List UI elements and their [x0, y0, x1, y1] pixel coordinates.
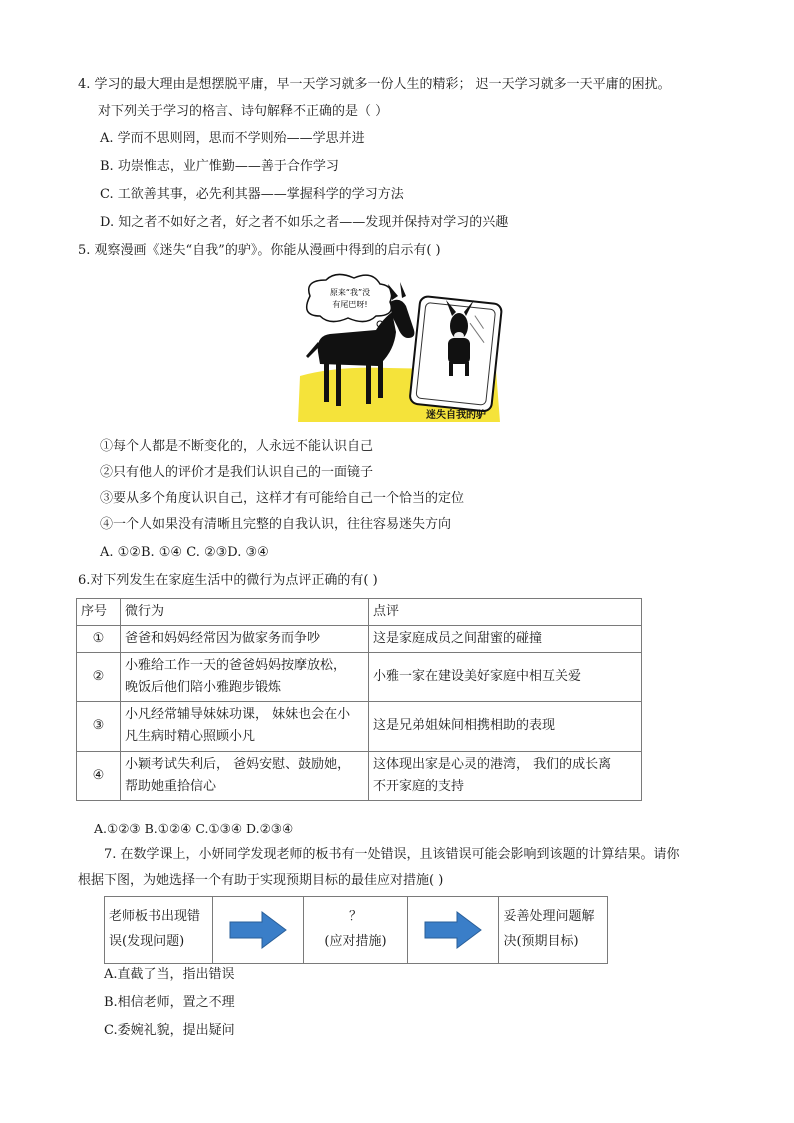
flow-box-problem: 老师板书出现错 误(发现问题) — [105, 897, 213, 963]
family-behavior-table — [76, 598, 642, 801]
q6-options[interactable]: A.①②③ B.①②④ C.①③④ D.②③④ — [94, 821, 294, 836]
row-no: ④ — [77, 751, 121, 800]
q5-statement-1: ①每个人都是不断变化的，人永远不能认识自己 — [100, 439, 374, 454]
row-no: ② — [77, 653, 121, 702]
row-behavior: 小颖考试失利后， 爸妈安慰、鼓励她， 帮助她重拾信心 — [121, 751, 369, 800]
row-comment: 这是家庭成员之间甜蜜的碰撞 — [369, 626, 642, 653]
table-row — [77, 653, 642, 702]
cartoon-caption: 迷失自我的驴 — [426, 410, 486, 421]
header-comment: 点评 — [369, 599, 642, 626]
row-comment: 这体现出家是心灵的港湾， 我们的成长离 不开家庭的支持 — [369, 751, 642, 800]
flow-arrow-1 — [213, 897, 305, 963]
row-behavior: 小雅给工作一天的爸爸妈妈按摩放松， 晚饭后他们陪小雅跑步锻炼 — [121, 653, 369, 702]
speech-line2: 有尾巴呀! — [332, 300, 368, 309]
row-comment: 这是兄弟姐妹间相携相助的表现 — [369, 702, 642, 751]
q7-stem-line2: 根据下图，为她选择一个有助于实现预期目标的最佳应对措施( ) — [78, 873, 444, 888]
header-behavior: 微行为 — [121, 599, 369, 626]
table-row — [77, 702, 642, 751]
q7-option-c[interactable]: C.委婉礼貌，提出疑问 — [104, 1023, 235, 1038]
row-no: ③ — [77, 702, 121, 751]
q4-stem-line2: 对下列关于学习的格言、诗句解释不正确的是（ ） — [98, 104, 389, 119]
q7-option-a[interactable]: A.直截了当，指出错误 — [104, 967, 235, 982]
table-row — [77, 626, 642, 653]
right-arrow-icon — [423, 910, 483, 950]
q7-option-b[interactable]: B.相信老师，置之不理 — [104, 995, 235, 1010]
row-behavior: 爸爸和妈妈经常因为做家务而争吵 — [121, 626, 369, 653]
speech-line1: 原来“我”没 — [329, 288, 371, 297]
table-row — [77, 751, 642, 800]
q5-statement-3: ③要从多个角度认识自己，这样才有可能给自己一个恰当的定位 — [100, 491, 465, 506]
header-no: 序号 — [77, 599, 121, 626]
q6-stem: 6.对下列发生在家庭生活中的微行为点评正确的有( ) — [78, 573, 378, 588]
q4-option-a[interactable]: A. 学而不思则罔，思而不学则殆——学思并进 — [100, 131, 365, 146]
row-behavior: 小凡经常辅导妹妹功课， 妹妹也会在小 凡生病时精心照顾小凡 — [121, 702, 369, 751]
problem-solving-flowchart — [104, 896, 608, 964]
table-header-row — [77, 599, 642, 626]
flow-box-measure: ？ (应对措施) — [304, 897, 408, 963]
flow-box-goal: 妥善处理问题解 决(预期目标) — [503, 909, 595, 949]
right-arrow-icon — [228, 910, 288, 950]
donkey-cartoon — [296, 272, 504, 426]
q4-option-d[interactable]: D. 知之者不如好之者，好之者不如乐之者——发现并保持对学习的兴趣 — [100, 215, 509, 230]
q7-stem-line1: 7. 在数学课上，小妍同学发现老师的板书有一处错误，且该错误可能会影响到该题的计算结果。请你 — [104, 847, 680, 862]
q5-statement-2: ②只有他人的评价才是我们认识自己的一面镜子 — [100, 465, 374, 480]
q4-stem-line1: 4. 学习的最大理由是想摆脱平庸，早一天学习就多一份人生的精彩； 迟一天学习就多一天平庸的困扰。 — [78, 77, 671, 92]
row-comment: 小雅一家在建设美好家庭中相互关爱 — [369, 653, 642, 702]
flow-arrow-2 — [408, 897, 500, 963]
q4-option-b[interactable]: B. 功崇惟志，业广惟勤——善于合作学习 — [100, 159, 339, 174]
row-no: ① — [77, 626, 121, 653]
q4-option-c[interactable]: C. 工欲善其事，必先利其器——掌握科学的学习方法 — [100, 187, 404, 202]
q5-stem: 5. 观察漫画《迷失“自我”的驴》。你能从漫画中得到的启示有( ) — [78, 243, 441, 258]
q5-statement-4: ④一个人如果没有清晰且完整的自我认识，往往容易迷失方向 — [100, 517, 452, 532]
speech-bubble — [307, 274, 392, 334]
q5-options[interactable]: A. ①②B. ①④ C. ②③D. ③④ — [100, 545, 269, 560]
